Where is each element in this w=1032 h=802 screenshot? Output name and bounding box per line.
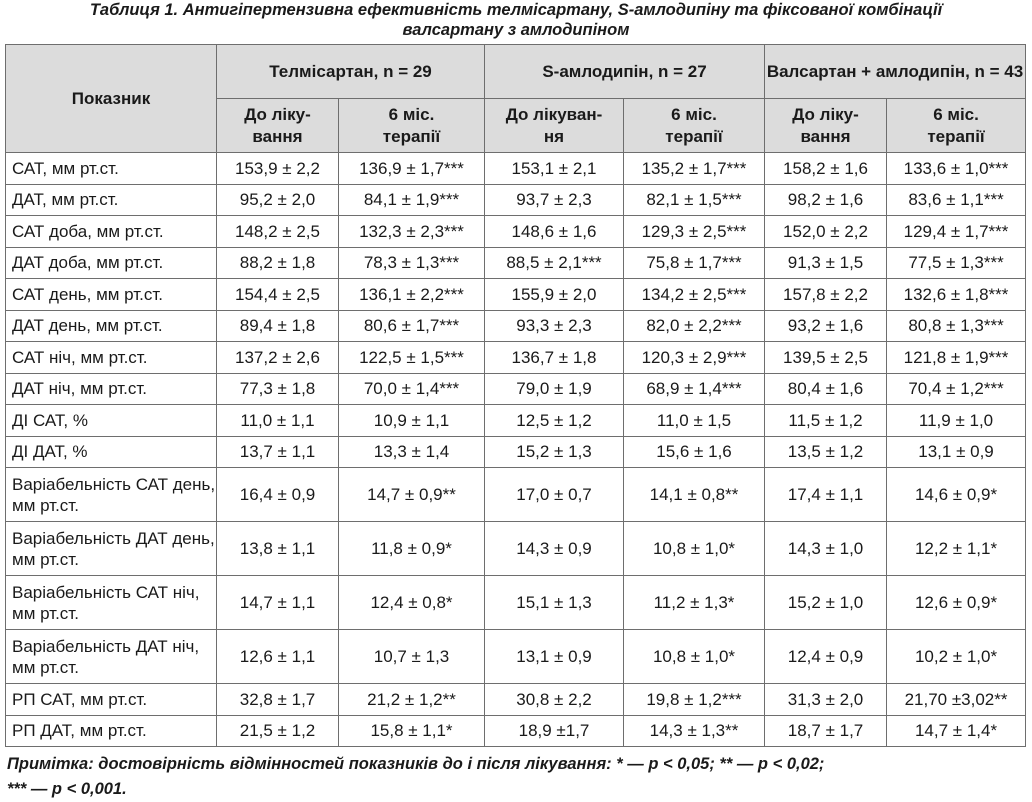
table-caption: [0, 0, 1032, 40]
header-indicator: Показник: [6, 45, 217, 153]
table-row: [6, 684, 1026, 716]
header-before-treatment: До ліку- вання: [217, 99, 339, 153]
header-group-telmisartan: Телмісартан, n = 29: [217, 45, 485, 99]
value-cell: 17,4 ± 1,1: [765, 468, 887, 522]
value-cell: 21,5 ± 1,2: [217, 715, 339, 747]
table-row: [6, 468, 1026, 522]
value-cell: 80,6 ± 1,7***: [339, 310, 485, 342]
header-group-s-amlodipine: S-амлодипін, n = 27: [485, 45, 765, 99]
value-cell: 148,6 ± 1,6: [485, 216, 624, 248]
table-row: [6, 216, 1026, 248]
header-before-treatment: До лікуван- ня: [485, 99, 624, 153]
value-cell: 10,8 ± 1,0*: [624, 522, 765, 576]
value-cell: 11,0 ± 1,5: [624, 405, 765, 437]
value-cell: 11,2 ± 1,3*: [624, 576, 765, 630]
caption-line-2: валсартану з амлодипіном: [402, 21, 630, 39]
value-cell: 95,2 ± 2,0: [217, 184, 339, 216]
table-row: [6, 279, 1026, 311]
value-cell: 84,1 ± 1,9***: [339, 184, 485, 216]
value-cell: 120,3 ± 2,9***: [624, 342, 765, 374]
value-cell: 12,2 ± 1,1*: [887, 522, 1026, 576]
value-cell: 78,3 ± 1,3***: [339, 247, 485, 279]
value-cell: 13,1 ± 0,9: [485, 630, 624, 684]
value-cell: 13,1 ± 0,9: [887, 436, 1026, 468]
table-row: [6, 630, 1026, 684]
value-cell: 12,5 ± 1,2: [485, 405, 624, 437]
value-cell: 132,6 ± 1,8***: [887, 279, 1026, 311]
value-cell: 77,3 ± 1,8: [217, 373, 339, 405]
value-cell: 88,2 ± 1,8: [217, 247, 339, 279]
value-cell: 129,4 ± 1,7***: [887, 216, 1026, 248]
row-label: Варіабельність ДАТ день, мм рт.ст.: [6, 522, 217, 576]
table-body: [6, 153, 1026, 747]
table-row: [6, 522, 1026, 576]
value-cell: 18,7 ± 1,7: [765, 715, 887, 747]
value-cell: 11,5 ± 1,2: [765, 405, 887, 437]
table-row: [6, 373, 1026, 405]
value-cell: 68,9 ± 1,4***: [624, 373, 765, 405]
value-cell: 18,9 ±1,7: [485, 715, 624, 747]
table-row: [6, 576, 1026, 630]
value-cell: 77,5 ± 1,3***: [887, 247, 1026, 279]
value-cell: 10,8 ± 1,0*: [624, 630, 765, 684]
value-cell: 82,1 ± 1,5***: [624, 184, 765, 216]
table-row: [6, 247, 1026, 279]
header-after-6-months: 6 міс. терапії: [339, 99, 485, 153]
row-label: САТ, мм рт.ст.: [6, 153, 217, 185]
value-cell: 70,0 ± 1,4***: [339, 373, 485, 405]
header-after-6-months: 6 міс. терапії: [887, 99, 1026, 153]
table-row: [6, 715, 1026, 747]
value-cell: 137,2 ± 2,6: [217, 342, 339, 374]
value-cell: 10,9 ± 1,1: [339, 405, 485, 437]
value-cell: 21,70 ±3,02**: [887, 684, 1026, 716]
value-cell: 129,3 ± 2,5***: [624, 216, 765, 248]
value-cell: 70,4 ± 1,2***: [887, 373, 1026, 405]
table-footnote: [7, 752, 1027, 802]
value-cell: 17,0 ± 0,7: [485, 468, 624, 522]
value-cell: 14,3 ± 0,9: [485, 522, 624, 576]
value-cell: 11,0 ± 1,1: [217, 405, 339, 437]
row-label: РП САТ, мм рт.ст.: [6, 684, 217, 716]
value-cell: 14,3 ± 1,3**: [624, 715, 765, 747]
value-cell: 11,9 ± 1,0: [887, 405, 1026, 437]
value-cell: 32,8 ± 1,7: [217, 684, 339, 716]
value-cell: 93,3 ± 2,3: [485, 310, 624, 342]
row-label: САТ ніч, мм рт.ст.: [6, 342, 217, 374]
row-label: Варіабельність САТ ніч, мм рт.ст.: [6, 576, 217, 630]
value-cell: 15,2 ± 1,3: [485, 436, 624, 468]
value-cell: 122,5 ± 1,5***: [339, 342, 485, 374]
value-cell: 14,1 ± 0,8**: [624, 468, 765, 522]
value-cell: 16,4 ± 0,9: [217, 468, 339, 522]
value-cell: 158,2 ± 1,6: [765, 153, 887, 185]
row-label: Варіабельність ДАТ ніч, мм рт.ст.: [6, 630, 217, 684]
footnote-line-2: *** — р < 0,001.: [7, 780, 127, 798]
value-cell: 80,8 ± 1,3***: [887, 310, 1026, 342]
value-cell: 157,8 ± 2,2: [765, 279, 887, 311]
row-label: ДАТ ніч, мм рт.ст.: [6, 373, 217, 405]
value-cell: 15,2 ± 1,0: [765, 576, 887, 630]
value-cell: 12,4 ± 0,8*: [339, 576, 485, 630]
value-cell: 13,5 ± 1,2: [765, 436, 887, 468]
value-cell: 136,7 ± 1,8: [485, 342, 624, 374]
value-cell: 12,6 ± 1,1: [217, 630, 339, 684]
value-cell: 153,9 ± 2,2: [217, 153, 339, 185]
value-cell: 13,7 ± 1,1: [217, 436, 339, 468]
value-cell: 75,8 ± 1,7***: [624, 247, 765, 279]
row-label: САТ доба, мм рт.ст.: [6, 216, 217, 248]
header-before-treatment: До ліку- вання: [765, 99, 887, 153]
value-cell: 19,8 ± 1,2***: [624, 684, 765, 716]
value-cell: 136,1 ± 2,2***: [339, 279, 485, 311]
value-cell: 88,5 ± 2,1***: [485, 247, 624, 279]
value-cell: 148,2 ± 2,5: [217, 216, 339, 248]
results-table: [5, 44, 1026, 747]
value-cell: 13,3 ± 1,4: [339, 436, 485, 468]
row-label: САТ день, мм рт.ст.: [6, 279, 217, 311]
header-row-groups: [6, 45, 1026, 99]
value-cell: 10,2 ± 1,0*: [887, 630, 1026, 684]
value-cell: 14,7 ± 1,1: [217, 576, 339, 630]
table-row: [6, 184, 1026, 216]
value-cell: 15,6 ± 1,6: [624, 436, 765, 468]
row-label: ДІ ДАТ, %: [6, 436, 217, 468]
row-label: ДАТ, мм рт.ст.: [6, 184, 217, 216]
value-cell: 15,1 ± 1,3: [485, 576, 624, 630]
value-cell: 10,7 ± 1,3: [339, 630, 485, 684]
value-cell: 139,5 ± 2,5: [765, 342, 887, 374]
value-cell: 79,0 ± 1,9: [485, 373, 624, 405]
value-cell: 93,7 ± 2,3: [485, 184, 624, 216]
row-label: Варіабельність САТ день, мм рт.ст.: [6, 468, 217, 522]
value-cell: 31,3 ± 2,0: [765, 684, 887, 716]
value-cell: 133,6 ± 1,0***: [887, 153, 1026, 185]
value-cell: 82,0 ± 2,2***: [624, 310, 765, 342]
value-cell: 91,3 ± 1,5: [765, 247, 887, 279]
value-cell: 135,2 ± 1,7***: [624, 153, 765, 185]
row-label: ДАТ день, мм рт.ст.: [6, 310, 217, 342]
row-label: РП ДАТ, мм рт.ст.: [6, 715, 217, 747]
value-cell: 152,0 ± 2,2: [765, 216, 887, 248]
value-cell: 153,1 ± 2,1: [485, 153, 624, 185]
footnote-line-1: Примітка: достовірність відмінностей показників до і після лікування: * — р < 0,05; ** — р < 0,02;: [7, 755, 825, 773]
row-label: ДАТ доба, мм рт.ст.: [6, 247, 217, 279]
table-row: [6, 342, 1026, 374]
row-label: ДІ САТ, %: [6, 405, 217, 437]
value-cell: 80,4 ± 1,6: [765, 373, 887, 405]
value-cell: 12,4 ± 0,9: [765, 630, 887, 684]
value-cell: 21,2 ± 1,2**: [339, 684, 485, 716]
value-cell: 155,9 ± 2,0: [485, 279, 624, 311]
table-row: [6, 436, 1026, 468]
value-cell: 132,3 ± 2,3***: [339, 216, 485, 248]
caption-line-1: Таблиця 1. Антигіпертензивна ефективність телмісартану, S-амлодипіну та фіксованої комбінації: [89, 1, 943, 19]
value-cell: 14,7 ± 1,4*: [887, 715, 1026, 747]
table-row: [6, 153, 1026, 185]
value-cell: 121,8 ± 1,9***: [887, 342, 1026, 374]
value-cell: 13,8 ± 1,1: [217, 522, 339, 576]
header-after-6-months: 6 міс. терапії: [624, 99, 765, 153]
value-cell: 134,2 ± 2,5***: [624, 279, 765, 311]
value-cell: 14,7 ± 0,9**: [339, 468, 485, 522]
value-cell: 14,6 ± 0,9*: [887, 468, 1026, 522]
value-cell: 11,8 ± 0,9*: [339, 522, 485, 576]
value-cell: 98,2 ± 1,6: [765, 184, 887, 216]
value-cell: 12,6 ± 0,9*: [887, 576, 1026, 630]
value-cell: 136,9 ± 1,7***: [339, 153, 485, 185]
value-cell: 15,8 ± 1,1*: [339, 715, 485, 747]
value-cell: 154,4 ± 2,5: [217, 279, 339, 311]
table-row: [6, 310, 1026, 342]
value-cell: 89,4 ± 1,8: [217, 310, 339, 342]
value-cell: 14,3 ± 1,0: [765, 522, 887, 576]
header-group-valsartan-amlodipine: Валсартан + амлодипін, n = 43: [765, 45, 1026, 99]
value-cell: 93,2 ± 1,6: [765, 310, 887, 342]
value-cell: 83,6 ± 1,1***: [887, 184, 1026, 216]
table-row: [6, 405, 1026, 437]
value-cell: 30,8 ± 2,2: [485, 684, 624, 716]
